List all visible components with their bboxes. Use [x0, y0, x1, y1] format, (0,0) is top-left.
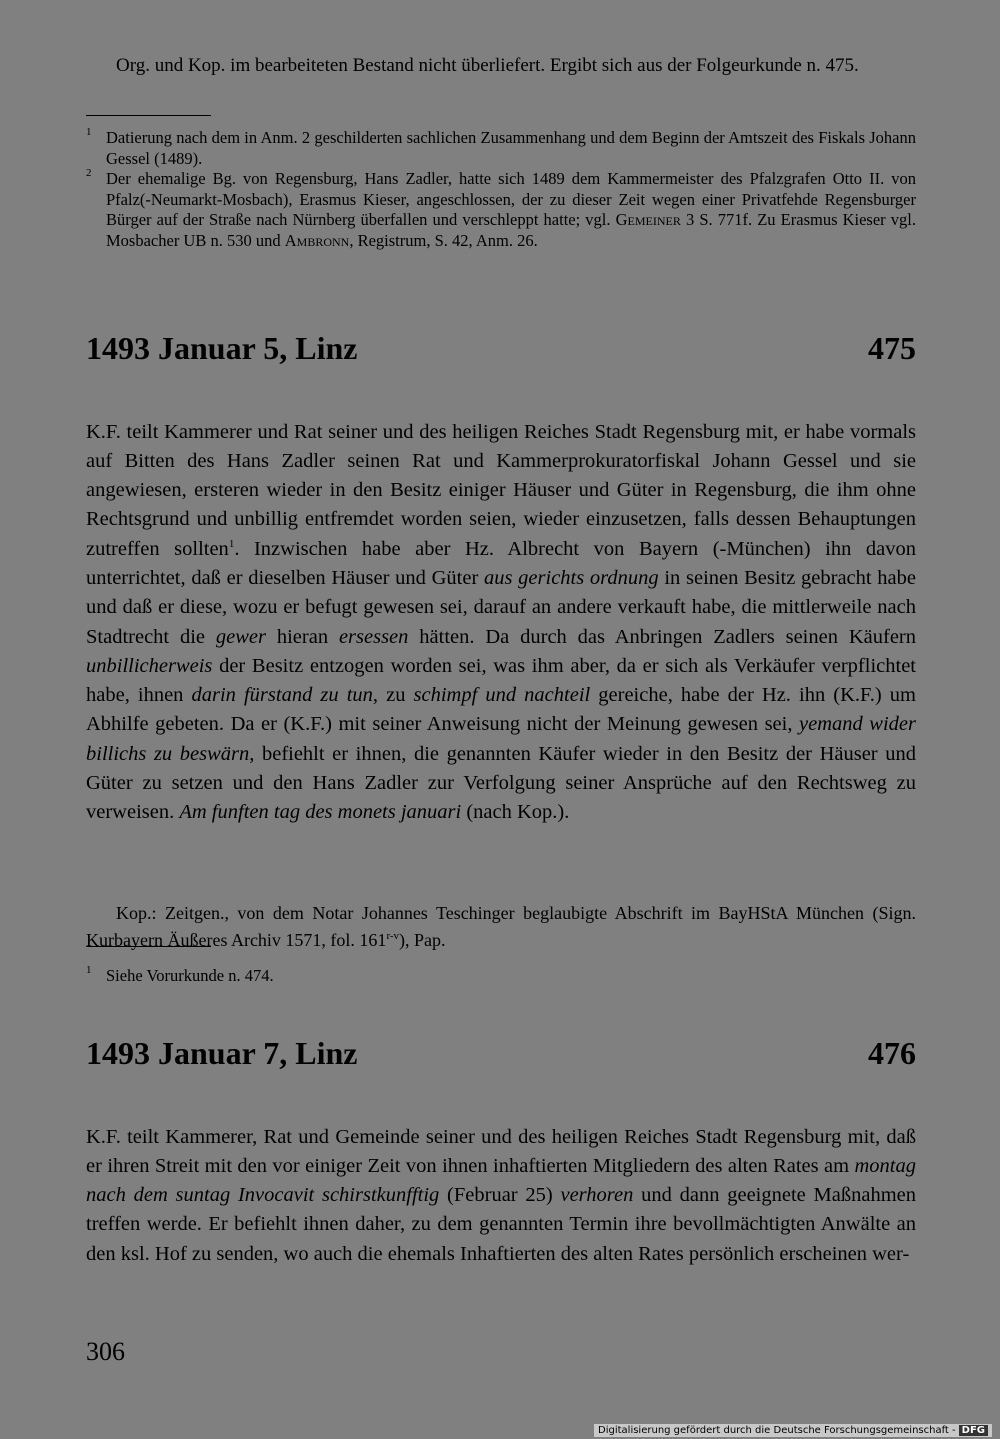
footnote-text: , Registrum, S. 42, Anm. 26.	[349, 230, 538, 250]
doc-body-475	[86, 418, 916, 828]
footnotes-474	[86, 128, 916, 252]
body-segment: hieran	[266, 625, 339, 648]
dfg-logo: DFG	[959, 1425, 988, 1436]
body-segment: , befiehlt er ihnen, die genannten Käufer wieder in den Besitz der Häuser und Güter zu setzen und den Hans Zadler zur Verfolgung seiner Ansprüche auf den Rechtsweg zu verweisen.	[86, 742, 916, 824]
footnote-1	[86, 966, 916, 987]
credit-text: Digitalisierung gefördert durch die Deutsche Forschungsgemeinschaft -	[598, 1425, 956, 1436]
doc-date-place: 1493 Januar 5, Linz	[86, 330, 358, 366]
footnote-mark: 1	[86, 964, 92, 976]
quoted-phrase: yemand wider billichs zu beswärn	[86, 713, 917, 765]
footnote-text: Siehe Vorurkunde n. 474.	[106, 966, 274, 985]
doc-number: 476	[868, 1035, 916, 1071]
quoted-phrase: verhoren	[560, 1184, 634, 1207]
intro-paragraph: Org. und Kop. im bearbeiteten Bestand nicht überliefert. Ergibt sich aus der Folgeurkunde n. 475.	[116, 55, 859, 76]
body-segment: (nach Kop.).	[461, 801, 570, 824]
quoted-phrase: Am funften tag des monets januari	[179, 801, 462, 824]
digitization-credit	[594, 1424, 992, 1437]
doc-body-476	[86, 1123, 916, 1269]
quoted-phrase: unbillicherweis	[86, 654, 213, 677]
body-segment: (Februar 25)	[439, 1184, 561, 1207]
folio-sup: r-v	[386, 930, 400, 942]
author-gemeiner: Gemeiner	[615, 210, 681, 230]
quoted-phrase: montag nach dem suntag Invocavit schirstkunfftig	[86, 1154, 916, 1207]
footnote-ref: 1	[228, 537, 235, 550]
footnote-text: Der ehemalige Bg. von Regensburg, Hans Zadler, hatte sich 1489 dem Kammermeister des Pfalzgrafen Otto II. von Pfalz(-Neumarkt-Mosbach), Erasmus Kieser, angeschlossen, der zu dieser Zeit wegen einer Privatfehde Regensburger Bürger auf der Straße nach Nürnberg überfallen und verschleppt hatte; vgl.	[106, 169, 916, 230]
body-segment: K.F. teilt Kammerer und Rat seiner und des heiligen Reiches Stadt Regensburg mit, er habe vormals auf Bitten des Hans Zadler seinen Rat und Kammerprokuratorfiskal Johann Gessel und sie angewiesen, ersteren wieder in den Besitz einiger Häuser und Güter in Regensburg, die ihm ohne Rechtsgrund und unbillig entfremdet worden seien, wieder einzusetzen, falls dessen Behauptungen zutreffen sollten	[86, 420, 916, 560]
footnote-text: 3 S. 771f. Zu Erasmus Kieser vgl. Mosbacher UB n. 530 und	[106, 210, 916, 250]
quoted-phrase: darin fürstand zu tun	[191, 684, 373, 707]
footnote-rule	[86, 946, 211, 947]
quoted-phrase: schimpf und nachteil	[413, 684, 591, 707]
author-ambronn: Ambronn	[284, 230, 350, 250]
footnote-2	[86, 169, 916, 251]
page-number: 306	[86, 1337, 125, 1366]
quoted-phrase: gewer	[215, 625, 266, 648]
quoted-phrase: ersessen	[338, 625, 409, 648]
body-segment: , zu	[372, 684, 414, 707]
footnote-1	[86, 128, 916, 169]
doc-date-place: 1493 Januar 7, Linz	[86, 1035, 358, 1071]
source-text: ), Pap.	[399, 930, 446, 950]
doc-heading-476	[86, 1033, 916, 1073]
body-segment: . Inzwischen habe aber Hz. Albrecht von Bayern (-München) ihn davon unterrichtet, daß er dieselben Häuser und Güter	[86, 537, 916, 589]
quoted-phrase: aus gerichts ordnung	[483, 566, 659, 589]
body-segment: K.F. teilt Kammerer, Rat und Gemeinde seiner und des heiligen Reiches Stadt Regensburg mit, daß er ihren Streit mit den vor einiger Zeit von ihnen inhaftierten Mitgliedern des alten Rates am	[86, 1125, 916, 1177]
doc-heading-475	[86, 328, 916, 368]
body-segment: gereiche, habe der Hz. ihn (K.F.) um Abhilfe gebeten. Da er (K.F.) mit seiner Anweisung nicht der Meinung gewesen sei,	[86, 684, 916, 736]
body-segment: und dann geeignete Maßnahmen treffen werde. Er befiehlt ihnen daher, zu dem genannten Termin ihre bevollmächtigten Anwälte an den ksl. Hof zu senden, wo auch die ehemals Inhaftierten des alten Rates persönlich erscheinen wer-	[86, 1184, 917, 1265]
body-segment: der Besitz entzogen worden sei, was ihm aber, da er sich als Verkäufer verpflichtet habe, ihnen	[86, 654, 916, 707]
footnote-mark: 2	[86, 167, 92, 180]
footnote-text: Datierung nach dem in Anm. 2 geschilderten sachlichen Zusammenhang und dem Beginn der Amtszeit des Fiskals Johann Gessel (1489).	[106, 128, 916, 168]
source-text: Kop.: Zeitgen., von dem Notar Johannes Teschinger beglaubigte Abschrift im BayHStA München (Sign. Kurbayern Äußeres Archiv 1571, fol. 161	[86, 903, 916, 950]
footnote-mark: 1	[86, 126, 92, 138]
footnote-rule	[86, 115, 211, 116]
body-segment: hätten. Da durch das Anbringen Zadlers seinen Käufern	[408, 625, 916, 648]
body-segment: in seinen Besitz gebracht habe und daß er diese, wozu er befugt gewesen sei, darauf an andere verkauft habe, die mittlerweile nach Stadtrecht die	[86, 566, 916, 648]
footnotes-475	[86, 966, 916, 987]
doc-number: 475	[868, 330, 916, 366]
